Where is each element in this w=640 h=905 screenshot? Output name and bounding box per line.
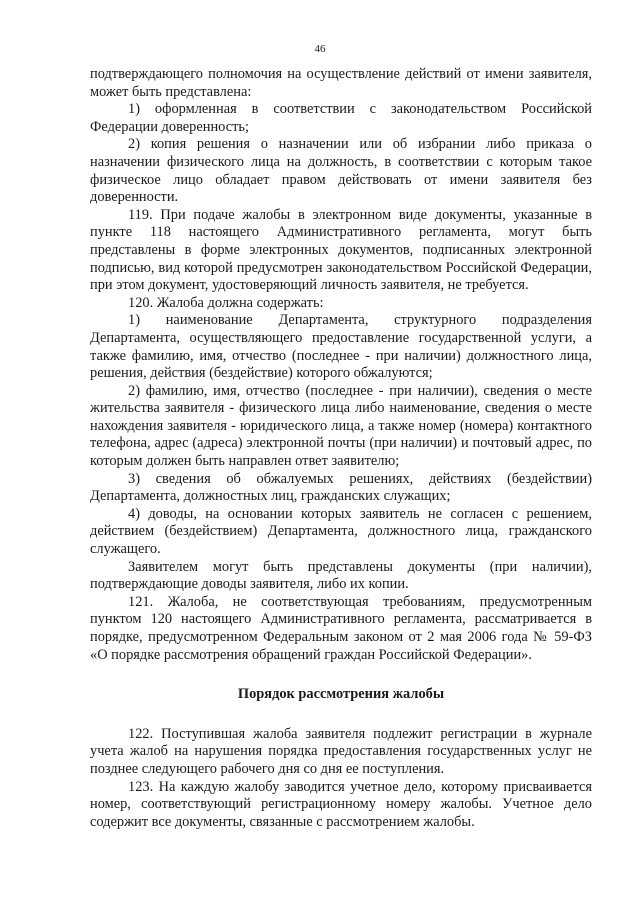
list-item-appointment-copy: 2) копия решения о назначении или об избрании либо приказа о назначении физического лица на должность, в соответствии с которым такое физическое лицо обладает правом действовать от имени заявителя без доверенности. — [90, 136, 592, 206]
clause-121: 121. Жалоба, не соответствующая требованиям, предусмотренным пунктом 120 настоящего Административного регламента, рассматривается в порядке, предусмотренном Федеральным законом от 2 мая 2006 года № 59-ФЗ «О порядке рассмотрения обращений граждан Российской Федерации». — [90, 593, 592, 663]
clause-120-item-3: 3) сведения об обжалуемых решениях, действиях (бездействии) Департамента, должностных лиц, гражданских служащих; — [90, 470, 592, 505]
paragraph-continuation: подтверждающего полномочия на осуществление действий от имени заявителя, может быть представлена: — [90, 66, 592, 100]
clause-119: 119. При подаче жалобы в электронном виде документы, указанные в пункте 118 настоящего Административного регламента, могут быть представлены в форме электронных документов, подписанных электронной подписью, вид которой предусмотрен законодательством Российской Федерации, при этом документ, удостоверяющий личность заявителя, не требуется. — [90, 206, 592, 294]
section-heading: Порядок рассмотрения жалобы — [237, 686, 445, 703]
clause-123: 123. На каждую жалобу заводится учетное дело, которому присваивается номер, соответствующий регистрационному номеру жалобы. Учетное дело содержит все документы, связанные с рассмотрением жалобы. — [90, 778, 592, 830]
clause-120-item-1: 1) наименование Департамента, структурного подразделения Департамента, осуществляющего предоставление государственной услуги, а также фамилию, имя, отчество (последнее - при наличии) должностного лица, решения, действия (бездействие) которого обжалуются; — [90, 312, 592, 382]
clause-120-item-4: 4) доводы, на основании которых заявитель не согласен с решением, действием (бездействием) Департамента, должностного лица, гражданского служащего. — [90, 505, 592, 558]
clause-122: 122. Поступившая жалоба заявителя подлежит регистрации в журнале учета жалоб на нарушения порядка предоставления государственных услуг не позднее следующего рабочего дня со дня ее поступления. — [90, 725, 592, 777]
clause-120-item-2: 2) фамилию, имя, отчество (последнее - при наличии), сведения о месте жительства заявителя - физического лица либо наименование, сведения о месте нахождения заявителя - юридического лица, а также номер (номера) контактного телефона, адрес (адреса) электронной почты (при наличии) и почтовый адрес, по которым должен быть направлен ответ заявителю; — [90, 382, 592, 470]
document-body — [90, 66, 592, 831]
supporting-documents-note: Заявителем могут быть представлены документы (при наличии), подтверждающие доводы заявителя, либо их копии. — [90, 558, 592, 593]
clause-120: 120. Жалоба должна содержать: — [128, 294, 324, 311]
list-item-power-of-attorney: 1) оформленная в соответствии с законодательством Российской Федерации доверенность; — [90, 101, 592, 135]
page-number: 46 — [314, 43, 326, 55]
